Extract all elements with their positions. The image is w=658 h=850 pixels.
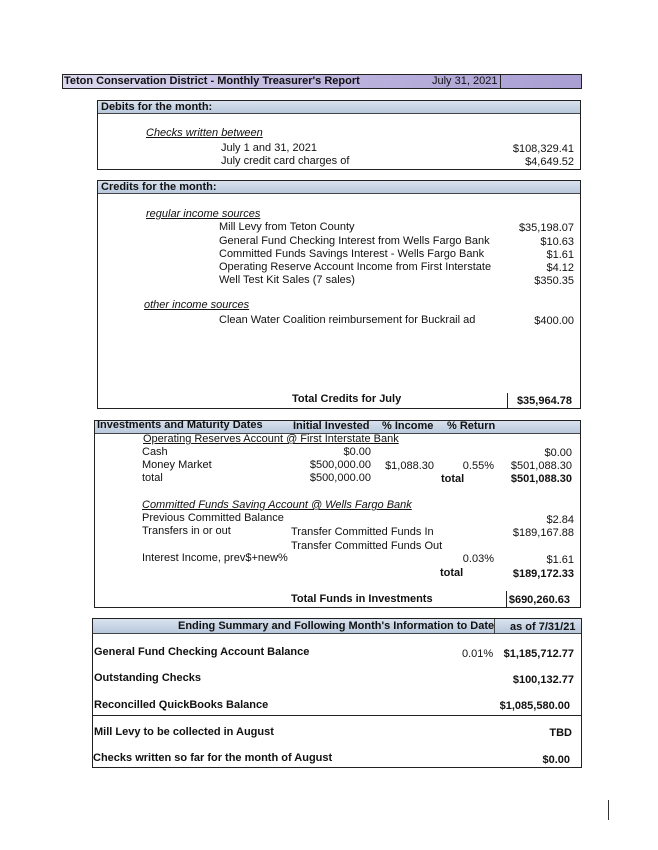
transfer-in-value: $189,167.88 <box>512 527 574 539</box>
total-credits-divider <box>507 393 508 409</box>
credit-row-amount-5: $350.35 <box>534 275 574 287</box>
transfers-label: Transfers in or out <box>142 525 231 537</box>
interest-income-return: 0.03% <box>462 553 494 565</box>
credit-row-amount-4: $4.12 <box>546 262 574 274</box>
summary-row-label-2: Outstanding Checks <box>94 672 201 684</box>
total-credits-amount: $35,964.78 <box>516 395 572 407</box>
interest-income-label: Interest Income, prev$+new% <box>142 552 288 564</box>
cash-label: Cash <box>142 446 168 458</box>
committed-account-title: Committed Funds Saving Account @ Wells Fargo Bank <box>142 499 412 511</box>
other-income-heading: other income sources <box>144 299 250 311</box>
summary-header-divider <box>494 619 495 634</box>
debit-row-label-2: July credit card charges of <box>221 155 350 167</box>
money-market-value: $501,088.30 <box>510 460 572 472</box>
summary-section <box>92 618 582 768</box>
money-market-return: 0.55% <box>462 460 494 472</box>
summary-row-label-3: Reconcilled QuickBooks Balance <box>94 699 269 711</box>
operating-total-initial: $500,000.00 <box>309 472 371 484</box>
checks-written-heading: Checks written between <box>146 127 263 139</box>
credit-row-label-4: Operating Reserve Account Income from First Interstate <box>219 261 492 273</box>
summary-separator <box>93 715 581 716</box>
summary-as-of: as of 7/31/21 <box>510 621 576 633</box>
investments-heading: Investments and Maturity Dates <box>97 419 263 431</box>
col-income: % Income <box>382 420 434 432</box>
credit-row-label-5: Well Test Kit Sales (7 sales) <box>219 274 355 286</box>
cash-value: $0.00 <box>544 447 572 459</box>
summary-row-amount-4: TBD <box>549 727 572 739</box>
report-date: July 31, 2021 <box>432 75 498 87</box>
debit-row-amount-2: $4,649.52 <box>525 156 574 168</box>
summary-row-amount-1: $1,185,712.77 <box>503 648 574 660</box>
summary-row-label-4: Mill Levy to be collected in August <box>94 726 274 738</box>
summary-row-amount-2: $100,132.77 <box>512 674 574 686</box>
credit-row-amount-3: $1.61 <box>546 249 574 261</box>
total-investments-divider <box>506 591 507 608</box>
previous-balance-value: $2.84 <box>546 514 574 526</box>
report-title: Teton Conservation District - Monthly Treasurer's Report <box>64 75 360 87</box>
operating-total-label: total <box>142 472 163 484</box>
summary-row-label-5: Checks written so far for the month of August <box>93 752 333 764</box>
other-row-label-1: Clean Water Coalition reimbursement for Buckrail ad <box>219 314 476 326</box>
summary-heading: Ending Summary and Following Month's Information to Date <box>178 620 495 632</box>
summary-row-amount-3: $1,085,580.00 <box>499 700 570 712</box>
credit-row-label-2: General Fund Checking Interest from Wells Fargo Bank <box>219 235 490 247</box>
scan-mark <box>608 800 609 820</box>
money-market-initial: $500,000.00 <box>309 459 371 471</box>
regular-income-heading: regular income sources <box>146 208 261 220</box>
summary-row-pct-1: 0.01% <box>462 648 494 660</box>
summary-row-amount-5: $0.00 <box>542 754 570 766</box>
debit-row-amount-1: $108,329.41 <box>512 143 574 155</box>
committed-total-value: $189,172.33 <box>512 568 574 580</box>
committed-total-word: total <box>440 567 464 579</box>
other-row-amount-1: $400.00 <box>534 315 574 327</box>
transfer-out-label: Transfer Committed Funds Out <box>291 540 443 552</box>
summary-row-label-1: General Fund Checking Account Balance <box>94 646 310 658</box>
credit-row-label-3: Committed Funds Savings Interest - Wells Fargo Bank <box>219 248 485 260</box>
debit-row-label-1: July 1 and 31, 2021 <box>221 142 318 154</box>
operating-total-word: total <box>441 473 465 485</box>
credit-row-amount-2: $10.63 <box>540 236 574 248</box>
credit-row-amount-1: $35,198.07 <box>518 222 574 234</box>
col-return: % Return <box>447 420 496 432</box>
money-market-label: Money Market <box>142 459 212 471</box>
col-initial-invested: Initial Invested <box>293 420 370 432</box>
total-investments-label: Total Funds in Investments <box>291 593 433 605</box>
title-divider <box>500 75 501 88</box>
previous-balance-label: Previous Committed Balance <box>142 512 284 524</box>
total-credits-label: Total Credits for July <box>292 393 402 405</box>
credit-row-label-1: Mill Levy from Teton County <box>219 221 355 233</box>
cash-initial: $0.00 <box>343 446 371 458</box>
money-market-income: $1,088.30 <box>385 460 434 472</box>
transfer-in-label: Transfer Committed Funds In <box>291 526 434 538</box>
operating-total-value: $501,088.30 <box>510 473 572 485</box>
credits-heading: Credits for the month: <box>101 181 217 193</box>
debits-heading: Debits for the month: <box>101 101 213 113</box>
total-investments-value: $690,260.63 <box>508 594 570 606</box>
operating-account-title: Operating Reserves Account @ First Interstate Bank <box>143 433 399 445</box>
interest-income-value: $1.61 <box>546 554 574 566</box>
